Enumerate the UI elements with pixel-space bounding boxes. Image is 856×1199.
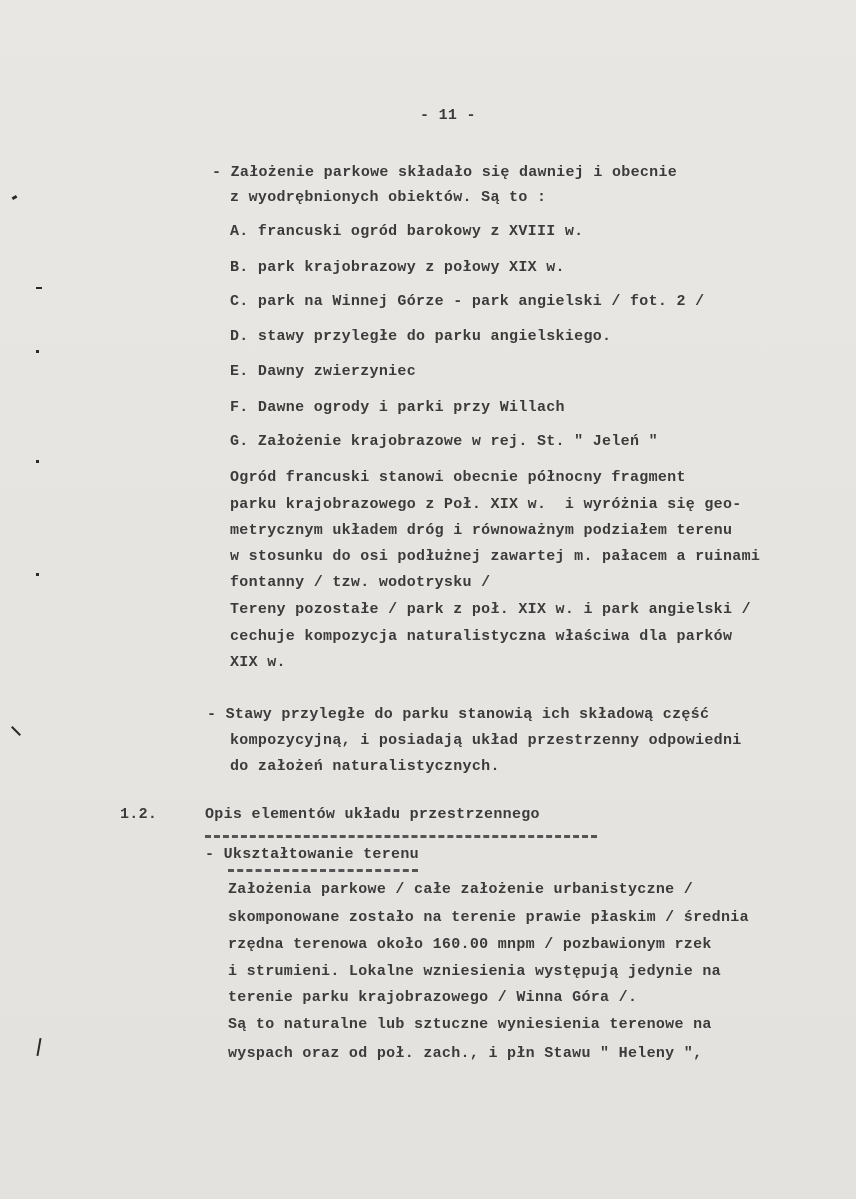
paragraph-line: terenie parku krajobrazowego / Winna Góra /. xyxy=(228,989,638,1006)
paragraph-line: Założenia parkowe / całe założenie urbanistyczne / xyxy=(228,881,694,898)
paragraph-line: kompozycyjną, i posiadają układ przestrzenny odpowiedni xyxy=(230,732,742,749)
paragraph-line: cechuje kompozycja naturalistyczna właściwa dla parków xyxy=(230,628,733,645)
list-item: G. Założenie krajobrazowe w rej. St. " Jeleń " xyxy=(230,433,658,450)
list-item: D. stawy przyległe do parku angielskiego. xyxy=(230,328,612,345)
list-item: B. park krajobrazowy z połowy XIX w. xyxy=(230,259,565,276)
paragraph-line: Tereny pozostałe / park z poł. XIX w. i park angielski / xyxy=(230,601,751,618)
margin-mark xyxy=(36,350,39,353)
intro-line-2: z wyodrębnionych obiektów. Są to : xyxy=(230,189,547,206)
section-number: 1.2. xyxy=(120,806,158,823)
paragraph-line: XIX w. xyxy=(230,654,286,671)
margin-mark xyxy=(36,460,39,463)
paragraph-line: parku krajobrazowego z Poł. XIX w. i wyróżnia się geo- xyxy=(230,496,742,513)
paragraph-line: Ogród francuski stanowi obecnie północny fragment xyxy=(230,469,686,486)
paragraph-line: - Stawy przyległe do parku stanowią ich składową część xyxy=(207,706,710,723)
paragraph-line: do założeń naturalistycznych. xyxy=(230,758,500,775)
list-item: C. park na Winnej Górze - park angielski / fot. 2 / xyxy=(230,293,705,310)
section-title: Opis elementów układu przestrzennego xyxy=(205,806,540,823)
paragraph-line: metrycznym układem dróg i równoważnym podziałem terenu xyxy=(230,522,733,539)
margin-mark xyxy=(36,287,42,289)
margin-mark xyxy=(12,195,18,200)
page-number: - 11 - xyxy=(420,107,476,124)
margin-mark xyxy=(36,573,39,576)
paragraph-line: wyspach oraz od poł. zach., i płn Stawu " Heleny ", xyxy=(228,1045,703,1062)
section-subtitle-underline xyxy=(228,869,418,872)
paragraph-line: skomponowane zostało na terenie prawie płaskim / średnia xyxy=(228,909,749,926)
paragraph-line: fontanny / tzw. wodotrysku / xyxy=(230,574,491,591)
margin-mark xyxy=(36,1038,41,1056)
paragraph-line: w stosunku do osi podłużnej zawartej m. pałacem a ruinami xyxy=(230,548,761,565)
list-item: E. Dawny zwierzyniec xyxy=(230,363,417,380)
paragraph-line: rzędna terenowa około 160.00 mnpm / pozbawionym rzek xyxy=(228,936,712,953)
section-subtitle: - Ukształtowanie terenu xyxy=(205,846,419,863)
list-item: F. Dawne ogrody i parki przy Willach xyxy=(230,399,565,416)
list-item: A. francuski ogród barokowy z XVIII w. xyxy=(230,223,584,240)
intro-line-1: - Założenie parkowe składało się dawniej i obecnie xyxy=(212,164,678,181)
margin-mark xyxy=(11,726,21,736)
paragraph-line: i strumieni. Lokalne wzniesienia występują jedynie na xyxy=(228,963,721,980)
paragraph-line: Są to naturalne lub sztuczne wyniesienia terenowe na xyxy=(228,1016,712,1033)
section-title-underline xyxy=(205,835,597,838)
